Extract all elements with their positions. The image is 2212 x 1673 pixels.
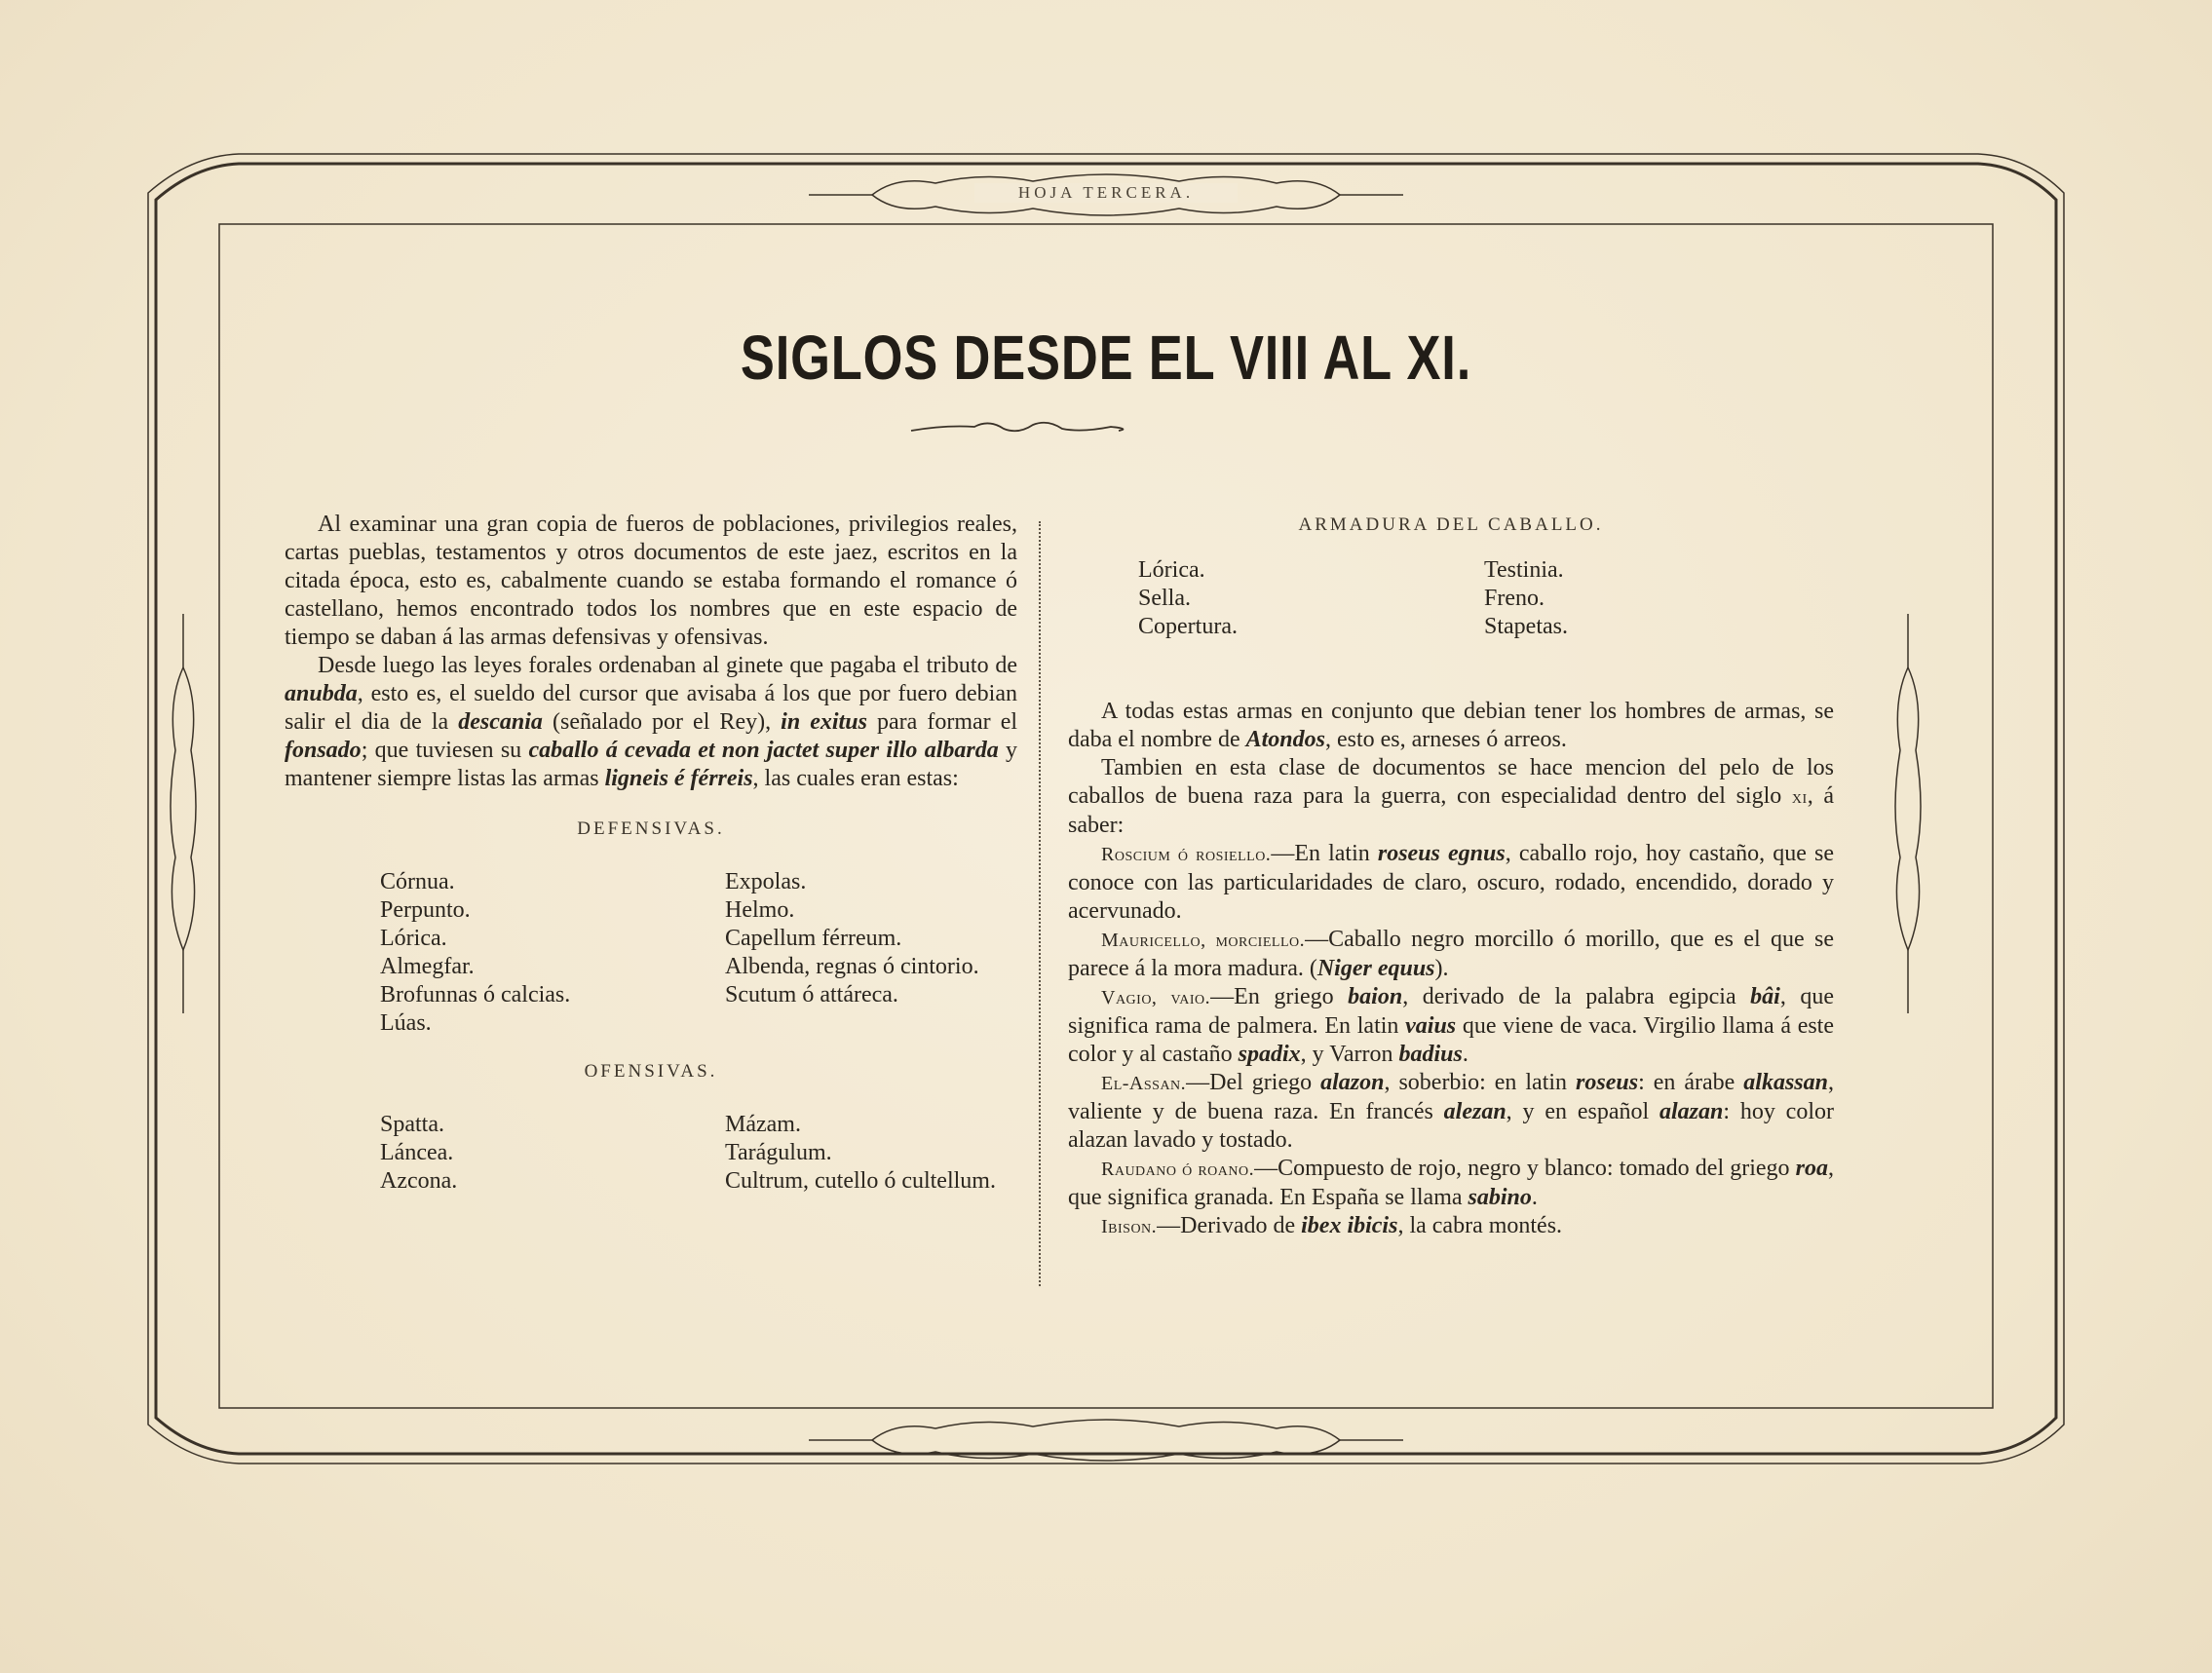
list-item: Scutum ó attáreca. — [725, 982, 898, 1008]
text-span: (señalado por el Rey), — [542, 709, 782, 735]
italic-term: badius — [1398, 1042, 1463, 1067]
list-item: Azcona. — [380, 1168, 458, 1194]
text-span: , caballo rojo, hoy castaño, que se conoce con las particularidades de claro, oscuro, rodado, encendido, dorado y acervunado. — [1068, 841, 1834, 924]
italic-term: alazan — [1659, 1099, 1724, 1124]
text-span: ). — [1434, 956, 1449, 981]
italic-term: sabino — [1468, 1185, 1532, 1210]
text-span: —Derivado de — [1157, 1213, 1302, 1238]
ofensivas-heading: OFENSIVAS. — [584, 1061, 718, 1082]
list-item: Freno. — [1484, 586, 1545, 611]
pelo-paragraph — [1068, 754, 1834, 840]
list-item: Tarágulum. — [725, 1140, 832, 1165]
italic-term: spadix — [1238, 1042, 1301, 1067]
list-item: Sella. — [1138, 586, 1191, 611]
text-span: : en árabe — [1638, 1070, 1744, 1095]
list-item: Spatta. — [380, 1112, 444, 1137]
text-span: , las cuales eran estas: — [752, 766, 959, 791]
italic-term: baion — [1348, 984, 1403, 1009]
italic-term: alazon — [1320, 1070, 1385, 1095]
list-item: Lórica. — [380, 926, 447, 951]
defensivas-list — [285, 868, 1017, 1038]
italic-term: bâi — [1750, 984, 1780, 1009]
text-span: : hoy color alazan lavado y tostado. — [1068, 1099, 1834, 1153]
vagio-entry — [1068, 983, 1834, 1069]
entry-term: Roscium ó rosiello. — [1101, 844, 1272, 865]
atondos-paragraph — [1068, 698, 1834, 754]
italic-term: Atondos — [1245, 727, 1325, 752]
armadura-list — [1068, 556, 1834, 641]
italic-term: ibex ibicis — [1301, 1213, 1398, 1238]
entry-term: Raudano ó roano. — [1101, 1159, 1255, 1180]
intro-paragraph: Al examinar una gran copia de fueros de poblaciones, privilegios reales, cartas pueblas, testamentos y otros documentos de este jaez, escritos en la citada época, esto es, cabalmente cuando se estaba formando el romance ó castellano, hemos encontrado todos los nombres que en este espacio de tiempo se daban á las armas defensivas y ofensivas. — [285, 512, 1017, 650]
defensivas-heading: DEFENSIVAS. — [577, 818, 725, 839]
text-span: , esto es, el sueldo del cursor que avisaba á los que por fuero debian salir el dia de la — [285, 681, 1017, 735]
list-item: Stapetas. — [1484, 614, 1568, 639]
text-span: Tambien en esta clase de documentos se hace mencion del pelo de los caballos de buena raza para la guerra, con especialidad dentro del siglo — [1068, 755, 1834, 809]
armadura-heading: ARMADURA DEL CABALLO. — [1298, 514, 1604, 535]
ibison-entry — [1068, 1212, 1834, 1241]
list-item: Perpunto. — [380, 897, 471, 923]
column-divider — [1039, 521, 1041, 1286]
italic-term: roseus egnus — [1377, 841, 1506, 866]
ofensivas-list — [285, 1111, 1017, 1196]
el-assan-entry — [1068, 1069, 1834, 1155]
text-span: que viene de vaca. Virgilio llama á este color y al castaño — [1068, 1013, 1835, 1067]
raudano-entry — [1068, 1155, 1834, 1212]
entry-term: El-Assan. — [1101, 1073, 1187, 1094]
text-span: , y en español — [1506, 1099, 1659, 1124]
text-span: —Compuesto de rojo, negro y blanco: tomado del griego — [1254, 1156, 1796, 1181]
text-span: , esto es, arneses ó arreos. — [1324, 727, 1567, 752]
entry-term: Ibison. — [1101, 1216, 1158, 1237]
text-span: . — [1531, 1185, 1538, 1210]
small-caps-term: xi — [1791, 786, 1808, 808]
text-span: —En latin — [1271, 841, 1378, 866]
italic-term: roseus — [1576, 1070, 1639, 1095]
list-item: Córnua. — [380, 869, 455, 894]
italic-term: caballo á cevada et non jactet super illo albarda — [528, 738, 999, 763]
italic-term: in exitus — [781, 709, 867, 735]
text-span: A todas estas armas en conjunto que debian tener los hombres de armas, se daba el nombre de — [1068, 699, 1834, 752]
list-item: Lórica. — [1138, 557, 1205, 583]
text-span: , la cabra montés. — [1397, 1213, 1563, 1238]
text-span: , á saber: — [1068, 783, 1834, 838]
list-item: Mázam. — [725, 1112, 801, 1137]
text-span: Desde luego las leyes forales ordenaban al ginete que pagaba el tributo de — [318, 653, 1017, 678]
list-item: Expolas. — [725, 869, 807, 894]
entry-term: Mauricello, morciello. — [1101, 930, 1306, 951]
text-span: . — [1462, 1042, 1468, 1067]
text-span: , soberbio: en latin — [1384, 1070, 1577, 1095]
list-item: Albenda, regnas ó cintorio. — [725, 954, 979, 979]
roscium-entry — [1068, 840, 1834, 926]
italic-term: fonsado — [285, 738, 362, 763]
italic-term: roa — [1795, 1156, 1828, 1181]
text-span: , derivado de la palabra egipcia — [1402, 984, 1751, 1009]
text-span: , que significa rama de palmera. En latin — [1068, 984, 1834, 1039]
text-span: , y Varron — [1300, 1042, 1399, 1067]
italic-term: alkassan — [1743, 1070, 1828, 1095]
text-span: ; que tuviesen su — [361, 738, 529, 763]
italic-term: descania — [458, 709, 543, 735]
list-item: Testinia. — [1484, 557, 1564, 583]
tributo-paragraph — [285, 652, 1017, 793]
list-item: Brofunnas ó calcias. — [380, 982, 571, 1008]
list-item: Cultrum, cutello ó cultellum. — [725, 1168, 996, 1194]
italic-term: vaius — [1405, 1013, 1457, 1039]
left-column — [285, 511, 1017, 1196]
list-item: Láncea. — [380, 1140, 454, 1165]
mauricello-entry — [1068, 926, 1834, 983]
list-item: Lúas. — [380, 1010, 432, 1036]
text-span: , valiente y de buena raza. En francés — [1068, 1070, 1834, 1124]
text-span: —Caballo negro morcillo ó morillo, que es el que se parece á la mora madura. ( — [1068, 927, 1834, 981]
italic-term: anubda — [285, 681, 358, 706]
italic-term: Niger equus — [1316, 956, 1435, 981]
text-span: para formar el — [866, 709, 1018, 735]
right-column — [1068, 511, 1834, 1241]
entry-term: Vagio, vaio. — [1101, 987, 1211, 1008]
list-item: Almegfar. — [380, 954, 475, 979]
text-span: —Del griego — [1186, 1070, 1321, 1095]
list-item: Helmo. — [725, 897, 795, 923]
page-title: SIGLOS DESDE EL VIII AL XI. — [740, 323, 1472, 393]
list-item: Copertura. — [1138, 614, 1238, 639]
list-item: Capellum férreum. — [725, 926, 902, 951]
text-span: —En griego — [1210, 984, 1349, 1009]
italic-term: ligneis é férreis — [604, 766, 753, 791]
text-span: y mantener siempre listas las armas — [285, 738, 1018, 791]
italic-term: alezan — [1443, 1099, 1506, 1124]
page-heading: HOJA TERCERA. — [974, 183, 1238, 203]
text-span: , que significa granada. En España se llama — [1068, 1156, 1834, 1210]
